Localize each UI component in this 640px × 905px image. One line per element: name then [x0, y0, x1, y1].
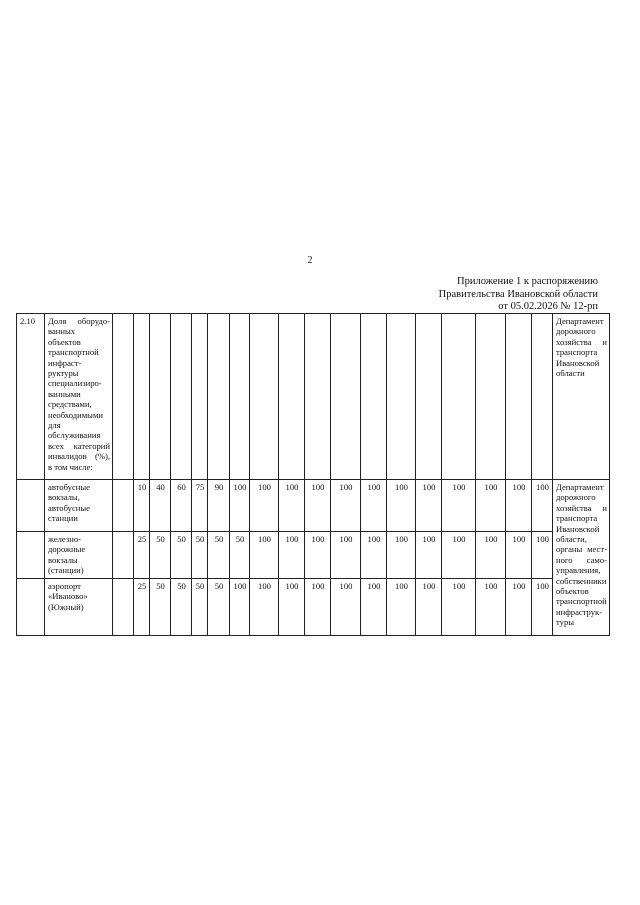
- value-cell: 100: [532, 532, 553, 579]
- value-cell: 100: [331, 532, 361, 579]
- facility-label-line: «Иваново»: [48, 591, 88, 602]
- value-cell: 25: [134, 532, 150, 579]
- responsible-main: [553, 314, 610, 480]
- facility-label: [45, 579, 113, 636]
- description-line: необходимыми: [48, 409, 103, 420]
- value-cell: 50: [208, 532, 230, 579]
- facility-label: [45, 480, 113, 532]
- empty-value-cell: [208, 314, 230, 480]
- value-cell: 75: [192, 480, 208, 532]
- value-cell: 100: [361, 480, 387, 532]
- value-cell: 100: [279, 480, 305, 532]
- empty-value-cell: [113, 314, 134, 480]
- value-cell: 50: [150, 532, 171, 579]
- value-cell: 100: [416, 532, 442, 579]
- description-line: объектов: [48, 336, 81, 347]
- value-cell: 100: [230, 480, 250, 532]
- empty-value-cell: [361, 314, 387, 480]
- value-cell: 50: [171, 532, 192, 579]
- value-cell: 40: [150, 480, 171, 532]
- value-cell: 100: [476, 480, 506, 532]
- value-cell: 100: [532, 480, 553, 532]
- header-line-1: Приложение 1 к распоряжению: [457, 276, 598, 287]
- description-line: ванными: [48, 388, 81, 399]
- responsible-line: хозяйства и: [556, 336, 607, 347]
- empty-value-cell: [192, 314, 208, 480]
- value-cell: 50: [208, 579, 230, 636]
- empty-value-cell: [532, 314, 553, 480]
- empty-number-cell: [17, 480, 45, 532]
- header-line-3: от 05.02.2026 № 12-рп: [498, 301, 598, 312]
- description-line: для: [48, 420, 61, 431]
- responsible-sub-line: туры: [556, 617, 575, 628]
- value-cell: 100: [442, 532, 476, 579]
- responsible-sub-line: органы мест-: [556, 544, 607, 555]
- value-cell: 100: [230, 579, 250, 636]
- description-line: Доля оборудо-: [48, 316, 110, 326]
- responsible-line: Департамент: [556, 316, 604, 326]
- responsible-sub-line: дорожного: [556, 492, 596, 503]
- description-line: обслуживания: [48, 430, 101, 441]
- empty-value-cell: [476, 314, 506, 480]
- header-line-2: Правительства Ивановской области: [438, 288, 598, 300]
- value-cell: 100: [250, 532, 279, 579]
- value-cell: 60: [171, 480, 192, 532]
- value-cell: 50: [171, 579, 192, 636]
- responsible-sub-line: транспортной: [556, 596, 607, 607]
- empty-value-cell: [506, 314, 532, 480]
- value-cell: 100: [387, 532, 416, 579]
- empty-value-cell: [113, 480, 134, 532]
- responsible-line: дорожного: [556, 326, 596, 337]
- value-cell: 10: [134, 480, 150, 532]
- responsible-sub-line: транспорта: [556, 513, 598, 524]
- value-cell: 100: [279, 579, 305, 636]
- value-cell: 100: [279, 532, 305, 579]
- empty-value-cell: [134, 314, 150, 480]
- empty-value-cell: [113, 532, 134, 579]
- value-cell: 100: [532, 579, 553, 636]
- value-cell: 100: [250, 480, 279, 532]
- description-line: ванных: [48, 326, 76, 337]
- facility-label-line: железно-: [48, 534, 81, 544]
- facility-label-line: вокзалы,: [48, 492, 80, 503]
- value-cell: 100: [305, 579, 331, 636]
- indicator-table: [16, 313, 610, 636]
- facility-label-line: вокзалы: [48, 554, 78, 565]
- table-row-main: [17, 314, 610, 480]
- value-cell: 100: [476, 579, 506, 636]
- responsible-line: транспорта: [556, 347, 598, 358]
- empty-number-cell: [17, 532, 45, 579]
- value-cell: 100: [331, 579, 361, 636]
- empty-value-cell: [279, 314, 305, 480]
- page-number: 2: [307, 255, 313, 266]
- responsible-sub-line: управления,: [556, 565, 601, 576]
- empty-value-cell: [150, 314, 171, 480]
- responsible-sub-line: области,: [556, 534, 587, 545]
- table-row: [17, 480, 610, 532]
- value-cell: 100: [250, 579, 279, 636]
- row-number: 2.10: [17, 314, 45, 480]
- facility-label-line: (Южный): [48, 601, 84, 612]
- value-cell: 100: [416, 480, 442, 532]
- value-cell: 25: [134, 579, 150, 636]
- value-cell: 100: [387, 480, 416, 532]
- value-cell: 50: [192, 532, 208, 579]
- empty-value-cell: [171, 314, 192, 480]
- empty-value-cell: [305, 314, 331, 480]
- responsible-line: Ивановской: [556, 357, 600, 368]
- facility-label-line: дорожные: [48, 544, 86, 555]
- responsible-sub-line: Департамент: [556, 482, 604, 492]
- empty-value-cell: [331, 314, 361, 480]
- facility-label-line: автобусные: [48, 502, 90, 513]
- facility-label-line: автобусные: [48, 482, 90, 492]
- description-line: транспортной: [48, 347, 99, 358]
- responsible-sub-line: объектов: [556, 586, 589, 597]
- value-cell: 90: [208, 480, 230, 532]
- description-line: инфраст-: [48, 357, 82, 368]
- value-cell: 50: [192, 579, 208, 636]
- value-cell: 100: [442, 480, 476, 532]
- empty-value-cell: [113, 579, 134, 636]
- description-line: всех категорий: [48, 440, 110, 451]
- value-cell: 100: [305, 532, 331, 579]
- description-line: специализиро-: [48, 378, 102, 389]
- empty-value-cell: [250, 314, 279, 480]
- responsible-line: области: [556, 368, 585, 379]
- value-cell: 100: [476, 532, 506, 579]
- empty-value-cell: [230, 314, 250, 480]
- description-line: в том числе:: [48, 461, 93, 472]
- empty-value-cell: [387, 314, 416, 480]
- description-line: руктуры: [48, 368, 79, 379]
- empty-number-cell: [17, 579, 45, 636]
- responsible-sub-line: инфраструк-: [556, 606, 603, 617]
- empty-value-cell: [416, 314, 442, 480]
- value-cell: 100: [506, 532, 532, 579]
- responsible-sub-line: Ивановской: [556, 523, 600, 534]
- table-row: [17, 532, 610, 579]
- facility-label-line: аэропорт: [48, 581, 81, 591]
- description-line: инвалидов (%),: [48, 451, 110, 462]
- value-cell: 50: [150, 579, 171, 636]
- appendix-header: [439, 276, 598, 314]
- value-cell: 100: [416, 579, 442, 636]
- table-row: [17, 579, 610, 636]
- facility-label-line: (станции): [48, 565, 84, 576]
- empty-value-cell: [442, 314, 476, 480]
- responsible-sub-line: собственники: [556, 575, 607, 586]
- facility-label: [45, 532, 113, 579]
- indicator-description: [45, 314, 113, 480]
- value-cell: 100: [305, 480, 331, 532]
- responsible-sub-line: ного само-: [556, 554, 607, 565]
- description-line: средствами,: [48, 399, 92, 410]
- value-cell: 100: [361, 532, 387, 579]
- value-cell: 100: [361, 579, 387, 636]
- value-cell: 100: [331, 480, 361, 532]
- value-cell: 100: [506, 480, 532, 532]
- value-cell: 50: [230, 532, 250, 579]
- value-cell: 100: [442, 579, 476, 636]
- responsible-sub-line: хозяйства и: [556, 502, 607, 513]
- value-cell: 100: [506, 579, 532, 636]
- responsible-sub: [553, 480, 610, 636]
- facility-label-line: станции: [48, 513, 78, 524]
- value-cell: 100: [387, 579, 416, 636]
